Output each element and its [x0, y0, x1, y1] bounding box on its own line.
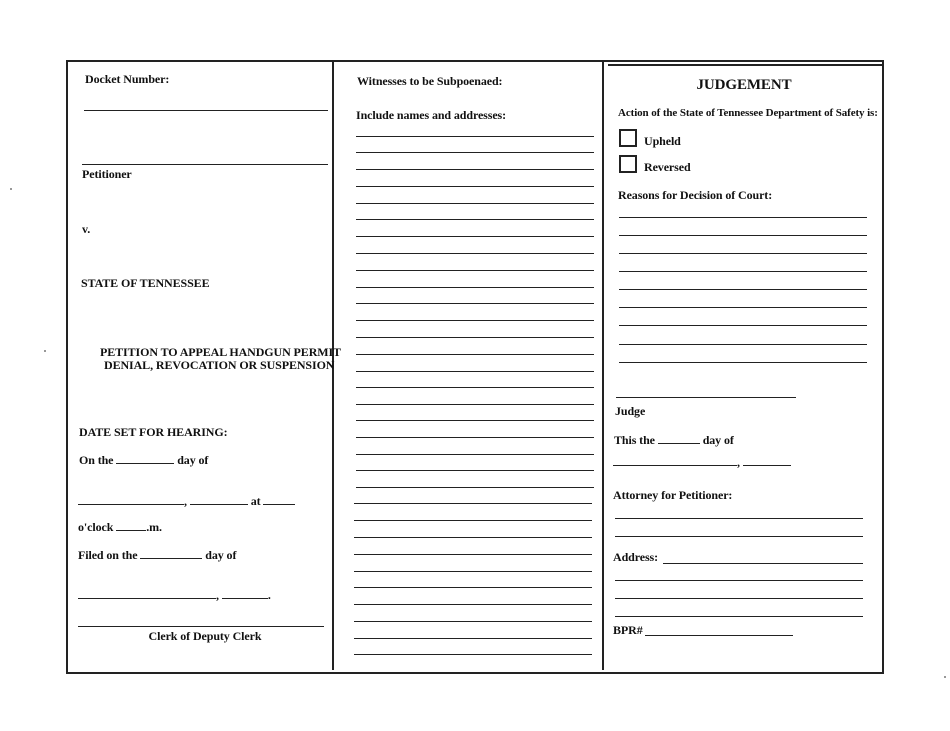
hearing-month-blank[interactable] [78, 494, 184, 505]
reasons-line[interactable] [619, 289, 867, 290]
judge-label: Judge [615, 404, 646, 418]
witness-line[interactable] [356, 320, 594, 321]
reasons-label: Reasons for Decision of Court: [618, 188, 773, 202]
witness-line[interactable] [356, 354, 594, 355]
hearing-year-row [78, 494, 295, 509]
at-text: at [250, 494, 261, 508]
filed-year-row [78, 588, 271, 603]
witness-line[interactable] [356, 437, 594, 438]
petitioner-label: Petitioner [82, 167, 132, 181]
judgement-day-of-text: day of [702, 433, 734, 447]
right-column-top-border [608, 64, 882, 66]
witness-line[interactable] [354, 621, 592, 622]
filed-day-blank[interactable] [140, 548, 202, 559]
witness-line[interactable] [356, 186, 594, 187]
judge-signature-line[interactable] [616, 397, 796, 398]
witness-line[interactable] [354, 654, 592, 655]
reversed-checkbox[interactable] [619, 155, 637, 173]
witness-line[interactable] [356, 253, 594, 254]
petition-title-line1: PETITION TO APPEAL HANDGUN PERMIT [100, 345, 341, 359]
hearing-date-row [79, 453, 208, 468]
filed-on-text: Filed on the [78, 548, 138, 562]
reasons-line[interactable] [619, 271, 867, 272]
reasons-line[interactable] [619, 325, 867, 326]
reasons-line[interactable] [619, 344, 867, 345]
reasons-line[interactable] [619, 253, 867, 254]
attorney-line[interactable] [615, 518, 863, 519]
witness-line[interactable] [356, 303, 594, 304]
witness-line[interactable] [356, 470, 594, 471]
clerk-label: Clerk of Deputy Clerk [148, 629, 262, 643]
comma-text: , [184, 494, 187, 508]
date-set-label: DATE SET FOR HEARING: [79, 425, 228, 439]
am-pm-blank[interactable] [116, 520, 146, 531]
witness-line[interactable] [354, 520, 592, 521]
column-divider-right [602, 62, 604, 670]
filed-comma-text: , [216, 588, 219, 602]
address-line[interactable] [615, 616, 863, 617]
oclock-text: o'clock [78, 520, 114, 534]
witness-line[interactable] [356, 169, 594, 170]
state-label: STATE OF TENNESSEE [81, 276, 210, 290]
witness-line[interactable] [354, 604, 592, 605]
filed-month-blank[interactable] [78, 588, 216, 599]
address-label: Address: [613, 550, 658, 564]
hearing-time-blank[interactable] [263, 494, 295, 505]
filed-row [78, 548, 236, 563]
judgement-month-blank[interactable] [613, 455, 737, 466]
witness-line[interactable] [356, 287, 594, 288]
reasons-line[interactable] [619, 362, 867, 363]
witness-line[interactable] [356, 270, 594, 271]
include-label: Include names and addresses: [356, 108, 507, 122]
oclock-row [78, 520, 162, 535]
hearing-day-blank[interactable] [116, 453, 174, 464]
witness-line[interactable] [354, 587, 592, 588]
witness-line[interactable] [356, 136, 594, 137]
period-text: . [267, 588, 271, 602]
judgement-comma-text: , [737, 455, 740, 469]
judgement-date-row [614, 433, 734, 448]
scan-mark [944, 676, 946, 678]
witness-line[interactable] [356, 236, 594, 237]
docket-number-line[interactable] [84, 110, 328, 111]
witness-line[interactable] [354, 554, 592, 555]
witness-line[interactable] [356, 219, 594, 220]
witness-line[interactable] [356, 420, 594, 421]
judgement-title: JUDGEMENT [696, 77, 792, 93]
attorney-label: Attorney for Petitioner: [613, 488, 733, 502]
witness-line[interactable] [354, 503, 592, 504]
witness-line[interactable] [356, 404, 594, 405]
action-label: Action of the State of Tennessee Department of Safety is: [618, 107, 878, 119]
this-the-text: This the [614, 433, 655, 447]
witness-line[interactable] [356, 337, 594, 338]
filed-year-blank[interactable] [222, 588, 268, 599]
scan-mark [10, 188, 12, 190]
judgement-year-blank[interactable] [743, 455, 791, 466]
docket-number-label: Docket Number: [85, 72, 170, 86]
reasons-line[interactable] [619, 235, 867, 236]
scan-mark [44, 350, 46, 352]
day-of-text: day of [177, 453, 209, 467]
versus-label: v. [82, 222, 91, 236]
witness-line[interactable] [354, 638, 592, 639]
petitioner-line[interactable] [82, 164, 328, 165]
clerk-signature-line[interactable] [78, 626, 324, 627]
witness-line[interactable] [356, 371, 594, 372]
petition-title-line2: DENIAL, REVOCATION OR SUSPENSION [104, 358, 335, 372]
filed-day-of-text: day of [205, 548, 237, 562]
witness-line[interactable] [354, 571, 592, 572]
attorney-line[interactable] [615, 536, 863, 537]
upheld-label: Upheld [644, 134, 681, 148]
m-suffix-text: .m. [146, 520, 162, 534]
witness-line[interactable] [354, 537, 592, 538]
address-line[interactable] [615, 598, 863, 599]
upheld-checkbox[interactable] [619, 129, 637, 147]
witness-line[interactable] [356, 203, 594, 204]
bpr-label: BPR# [613, 623, 643, 637]
judgement-year-row [613, 455, 791, 470]
witnesses-label: Witnesses to be Subpoenaed: [357, 74, 503, 88]
reasons-line[interactable] [619, 217, 867, 218]
witness-line[interactable] [356, 454, 594, 455]
witness-line[interactable] [356, 387, 594, 388]
bpr-line[interactable] [645, 635, 793, 636]
reversed-label: Reversed [644, 160, 691, 174]
witness-line[interactable] [356, 487, 594, 488]
address-line[interactable] [663, 563, 863, 564]
reasons-line[interactable] [619, 307, 867, 308]
on-the-text: On the [79, 453, 114, 467]
address-line[interactable] [615, 580, 863, 581]
judgement-day-blank[interactable] [658, 433, 700, 444]
hearing-year-blank[interactable] [190, 494, 248, 505]
witness-line[interactable] [356, 152, 594, 153]
